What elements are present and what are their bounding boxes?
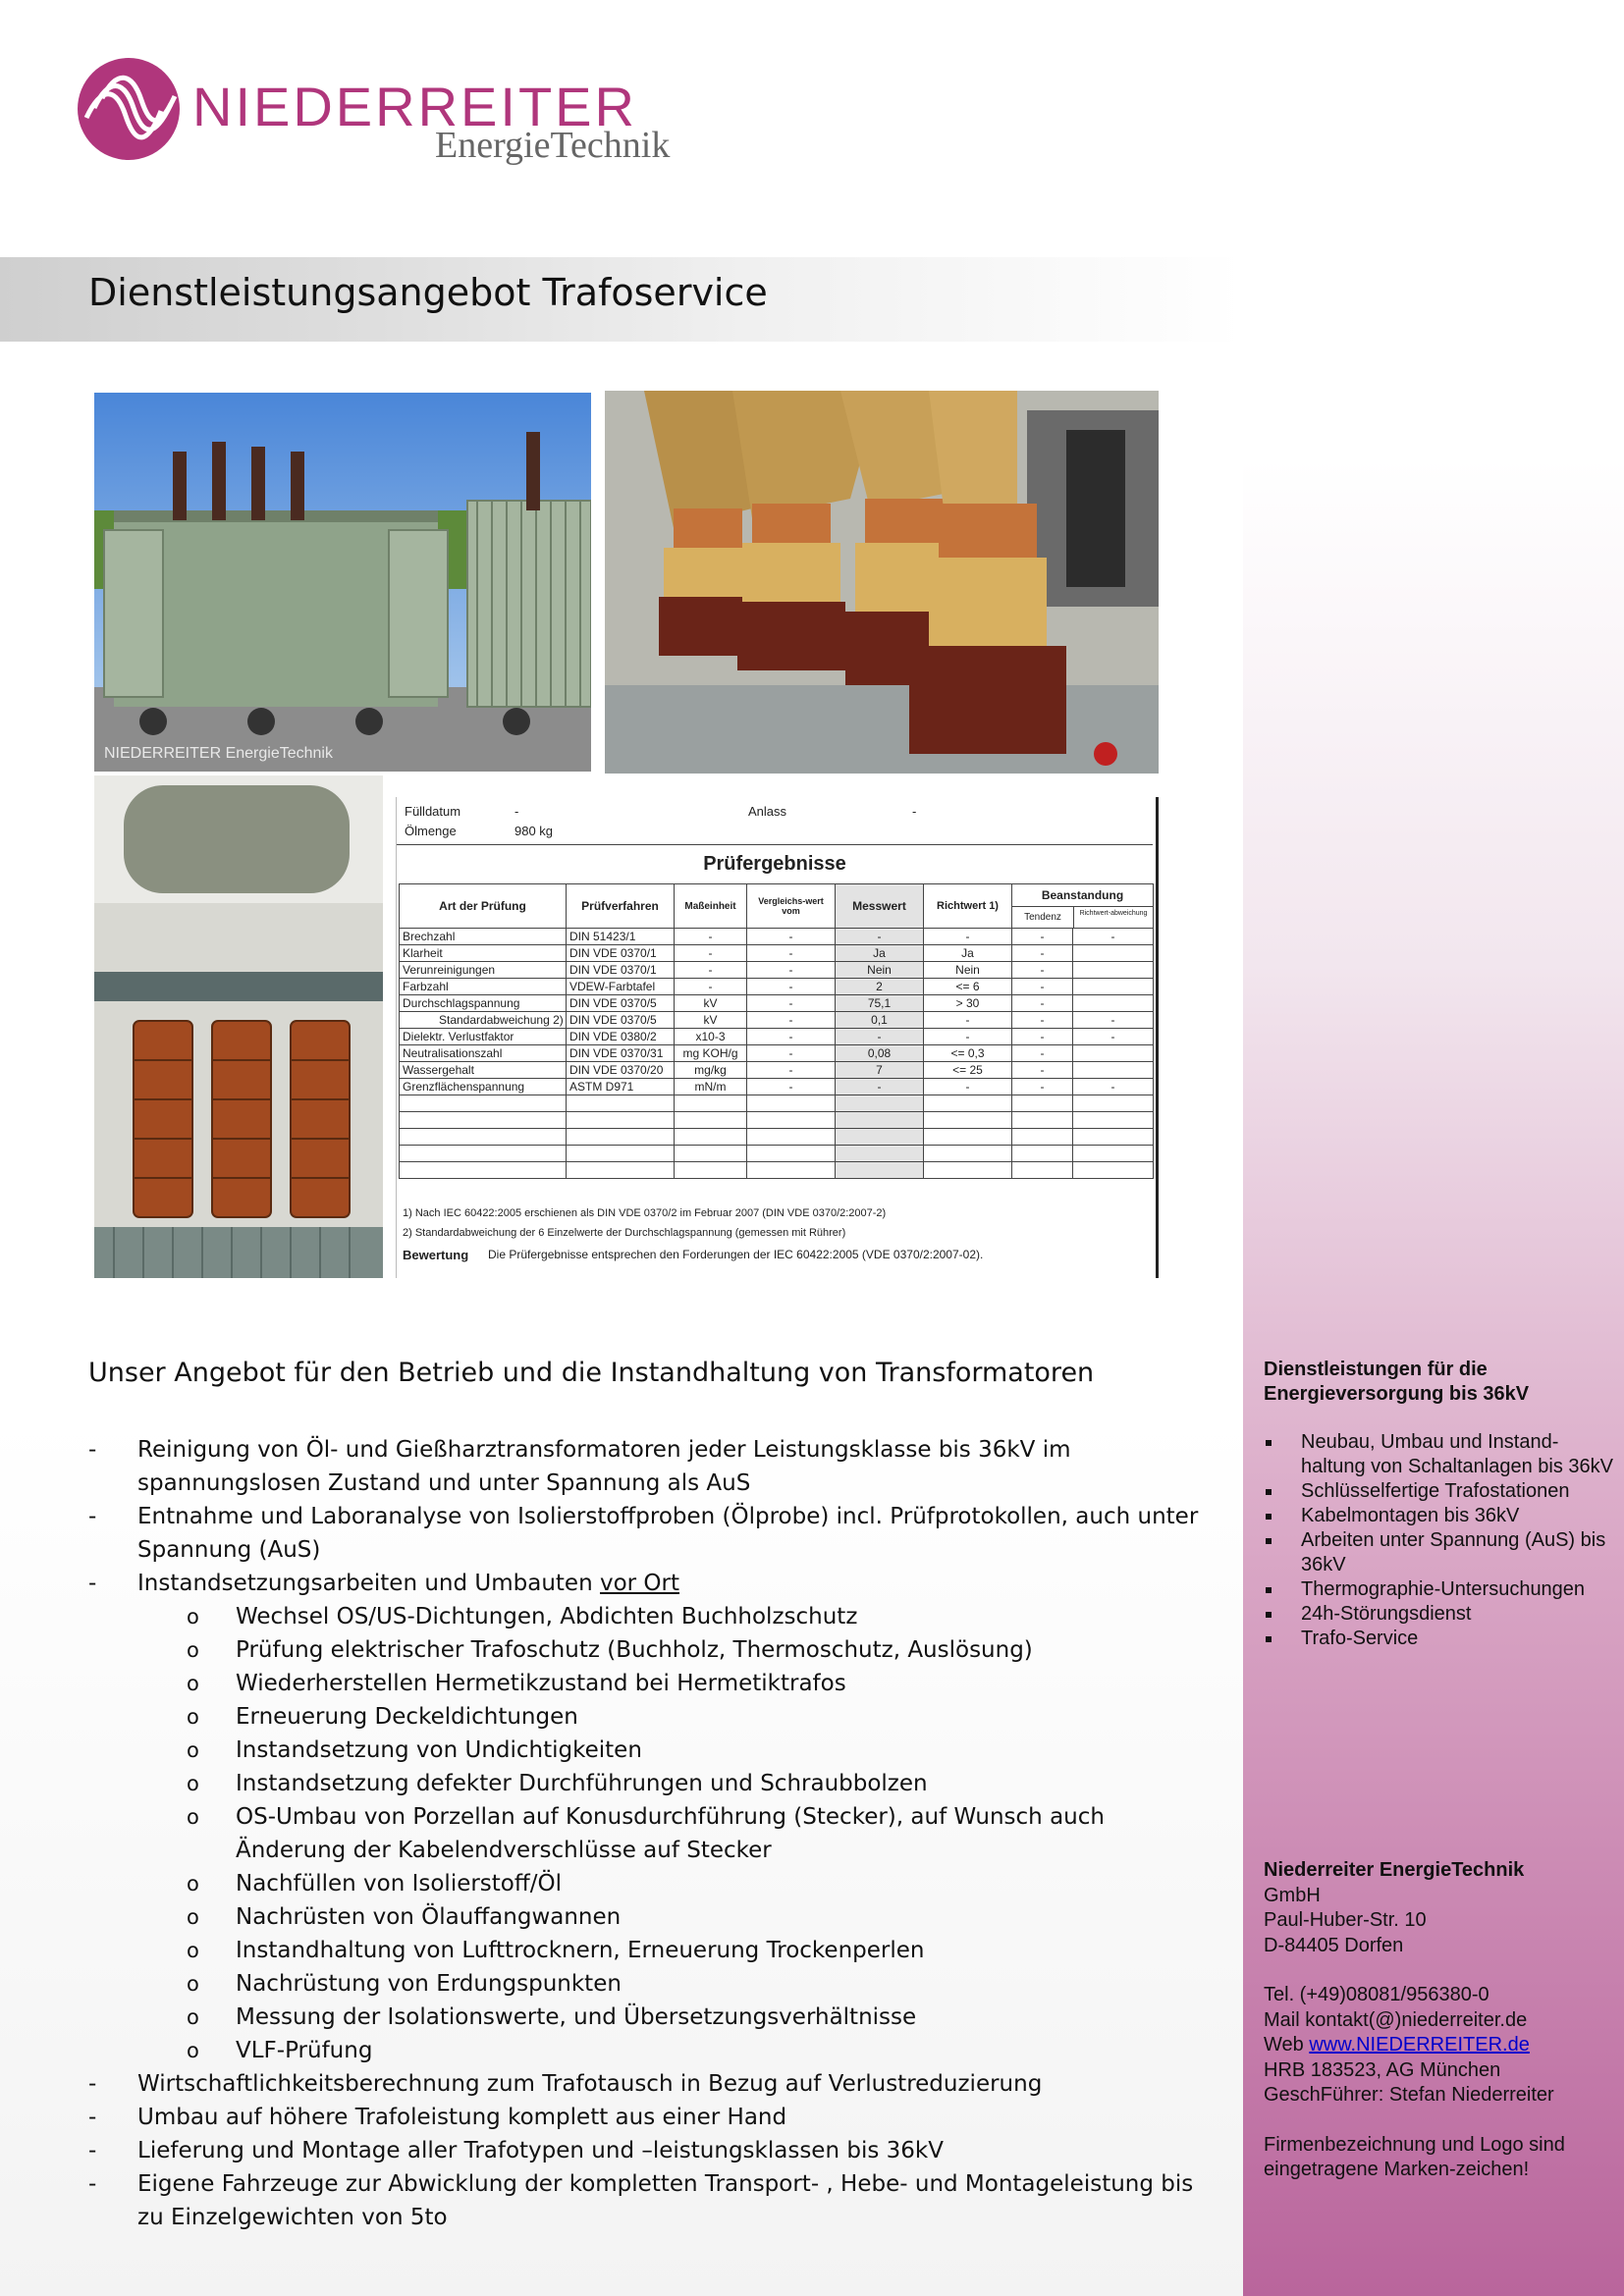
table-row — [400, 1079, 1154, 1095]
col-header: Messwert — [836, 884, 924, 929]
empty-cell — [1012, 1129, 1073, 1146]
table-cell: Nein — [836, 962, 924, 979]
list-item — [88, 2067, 1218, 2101]
circle-marker: o — [187, 1772, 199, 1795]
circle-marker: o — [187, 1872, 199, 1896]
empty-cell — [924, 1095, 1012, 1112]
table-cell: DIN 51423/1 — [567, 929, 675, 945]
photo-transformer-outdoor — [94, 393, 591, 772]
sub-list-item — [88, 1967, 1218, 2001]
phone: Tel. (+49)08081/956380-0 — [1264, 1984, 1489, 2005]
empty-cell — [836, 1095, 924, 1112]
empty-cell — [747, 1095, 836, 1112]
table-cell: - — [747, 929, 836, 945]
table-cell: kV — [675, 995, 747, 1012]
table-cell: Wassergehalt — [400, 1062, 567, 1079]
table-cell: Neutralisationszahl — [400, 1045, 567, 1062]
table-cell: - — [747, 995, 836, 1012]
empty-cell — [1012, 1095, 1073, 1112]
empty-cell — [924, 1129, 1012, 1146]
square-bullet-icon — [1266, 1538, 1272, 1544]
website-link[interactable]: www.NIEDERREITER.de — [1309, 2034, 1530, 2056]
photo-bushings — [605, 391, 1159, 774]
empty-row — [400, 1162, 1154, 1179]
empty-cell — [400, 1112, 567, 1129]
sidebar-item — [1264, 1430, 1617, 1479]
sidebar-heading: Dienstleistungen für die Energieversorgung bis 36kV — [1264, 1359, 1530, 1405]
footnote: 2) Standardabweichung der 6 Einzelwerte der Durchschlagspannung (gemessen mit Rührer) — [403, 1227, 846, 1239]
empty-cell — [1012, 1162, 1073, 1179]
table-cell: Durchschlagspannung — [400, 995, 567, 1012]
test-report — [396, 797, 1159, 1278]
list-item-text: Reinigung von Öl- und Gießharztransformatoren jeder Leistungsklasse bis 36kV im spannungslosen Zustand und unter Spannung als AuS — [137, 1437, 1071, 1496]
sidebar-item — [1264, 1627, 1617, 1651]
sidebar-item-label: 24h-Störungsdienst — [1301, 1603, 1472, 1625]
col-header: Art der Prüfung — [400, 884, 567, 929]
table-cell: DIN VDE 0370/5 — [567, 995, 675, 1012]
empty-cell — [747, 1146, 836, 1162]
empty-cell — [747, 1112, 836, 1129]
dash-marker: - — [88, 1504, 97, 1529]
list-item-text: Eigene Fahrzeuge zur Abwicklung der kompletten Transport- , Hebe- und Montageleistung bis zu Einzelgewichten von 5to — [137, 2171, 1194, 2230]
table-cell — [1073, 979, 1154, 995]
circle-marker: o — [187, 1905, 199, 1929]
table-cell: - — [747, 962, 836, 979]
company-logo — [77, 57, 705, 167]
empty-cell — [567, 1146, 675, 1162]
table-cell: Nein — [924, 962, 1012, 979]
sub-list-item — [88, 1934, 1218, 1967]
table-row — [400, 962, 1154, 979]
empty-cell — [675, 1146, 747, 1162]
empty-row — [400, 1146, 1154, 1162]
empty-cell — [675, 1129, 747, 1146]
company-name: Niederreiter EnergieTechnik — [1264, 1859, 1525, 1881]
table-cell: - — [836, 1079, 924, 1095]
table-cell: - — [1073, 1079, 1154, 1095]
empty-cell — [836, 1146, 924, 1162]
sub-list-item-text: Nachfüllen von Isolierstoff/Öl — [236, 1871, 562, 1896]
circle-marker: o — [187, 1672, 199, 1695]
contact-block — [1264, 1858, 1617, 2183]
table-cell: mN/m — [675, 1079, 747, 1095]
empty-cell — [1012, 1112, 1073, 1129]
table-cell: mg/kg — [675, 1062, 747, 1079]
empty-cell — [675, 1112, 747, 1129]
empty-cell — [924, 1162, 1012, 1179]
table-cell — [1073, 995, 1154, 1012]
table-row — [400, 929, 1154, 945]
empty-cell — [1073, 1095, 1154, 1112]
sub-list-item-text: Instandsetzung defekter Durchführungen und Schraubbolzen — [236, 1771, 928, 1796]
email: Mail kontakt(@)niederreiter.de — [1264, 2008, 1528, 2031]
list-item-text: Entnahme und Laboranalyse von Isolierstoffproben (Ölprobe) incl. Prüfprotokollen, auch unter Spannung (AuS) — [137, 1504, 1199, 1563]
table-cell: 7 — [836, 1062, 924, 1079]
empty-cell — [567, 1112, 675, 1129]
sidebar-item-label: Arbeiten unter Spannung (AuS) bis 36kV — [1301, 1529, 1606, 1575]
table-cell — [1073, 962, 1154, 979]
empty-cell — [836, 1162, 924, 1179]
square-bullet-icon — [1266, 1636, 1272, 1642]
table-row — [400, 979, 1154, 995]
col-header: Maßeinheit — [675, 884, 747, 929]
sidebar-item-label: Neubau, Umbau und Instand-haltung von Schaltanlagen bis 36kV — [1301, 1431, 1614, 1477]
oelmenge-label: Ölmenge — [405, 824, 457, 838]
table-cell: ASTM D971 — [567, 1079, 675, 1095]
table-cell: DIN VDE 0370/1 — [567, 945, 675, 962]
sub-header: Richtwert-abweichung — [1079, 910, 1148, 917]
empty-cell — [1012, 1146, 1073, 1162]
sidebar-item-label: Schlüsselfertige Trafostationen — [1301, 1480, 1570, 1502]
footnote: 1) Nach IEC 60422:2005 erschienen als DIN VDE 0370/2 im Februar 2007 (DIN VDE 0370/2:2007-2) — [403, 1207, 887, 1219]
circle-marker: o — [187, 1738, 199, 1762]
table-cell: mg KOH/g — [675, 1045, 747, 1062]
table-cell: - — [747, 1029, 836, 1045]
web-row — [1264, 2033, 1617, 2058]
empty-row — [400, 1095, 1154, 1112]
table-cell: - — [836, 929, 924, 945]
table-cell: - — [1012, 1012, 1073, 1029]
col-header: Richtwert 1) — [924, 884, 1012, 929]
empty-cell — [1073, 1112, 1154, 1129]
oelmenge-value: 980 kg — [514, 824, 554, 838]
sidebar-list — [1264, 1430, 1617, 1651]
table-cell: <= 6 — [924, 979, 1012, 995]
table-cell: Dielektr. Verlustfaktor — [400, 1029, 567, 1045]
trademark-note: Firmenbezeichnung und Logo sind eingetragene Marken-zeichen! — [1264, 2133, 1565, 2180]
sidebar-item — [1264, 1577, 1617, 1602]
table-cell: - — [747, 1079, 836, 1095]
photo-active-part — [94, 775, 383, 1278]
dash-marker: - — [88, 1571, 97, 1596]
table-cell: - — [924, 1029, 1012, 1045]
table-row — [400, 1062, 1154, 1079]
underlined-text: vor Ort — [599, 1571, 680, 1596]
divider — [397, 844, 1153, 845]
list-item — [88, 2134, 1218, 2167]
table-cell: - — [1012, 1062, 1073, 1079]
sub-list-item-text: Nachrüsten von Ölauffangwannen — [236, 1904, 622, 1930]
empty-cell — [400, 1162, 567, 1179]
table-cell: DIN VDE 0380/2 — [567, 1029, 675, 1045]
empty-cell — [836, 1112, 924, 1129]
table-cell: Farbzahl — [400, 979, 567, 995]
table-cell: - — [675, 945, 747, 962]
circle-marker: o — [187, 1638, 199, 1662]
sub-list-item-text: Messung der Isolationswerte, und Übersetzungsverhältnisse — [236, 2004, 917, 2030]
table-cell: 2 — [836, 979, 924, 995]
table-cell: 0,1 — [836, 1012, 924, 1029]
empty-cell — [400, 1095, 567, 1112]
empty-cell — [400, 1146, 567, 1162]
dash-marker: - — [88, 2138, 97, 2163]
table-cell: Brechzahl — [400, 929, 567, 945]
list-item-text: Lieferung und Montage aller Trafotypen und –leistungsklassen bis 36kV — [137, 2138, 944, 2163]
company-suffix: GmbH — [1264, 1884, 1321, 1906]
table-cell: - — [675, 979, 747, 995]
list-item-text: Wirtschaftlichkeitsberechnung zum Trafotausch in Bezug auf Verlustreduzierung — [137, 2071, 1043, 2097]
table-cell: - — [1012, 995, 1073, 1012]
sub-list-item-text: Erneuerung Deckeldichtungen — [236, 1704, 578, 1730]
table-row — [400, 945, 1154, 962]
sidebar-item — [1264, 1602, 1617, 1627]
logo-subtitle: EnergieTechnik — [435, 125, 671, 166]
circle-marker: o — [187, 1805, 199, 1829]
sub-list-item — [88, 1900, 1218, 1934]
sidebar-item — [1264, 1504, 1617, 1528]
logo-wordmark: NIEDERREITER — [192, 76, 637, 137]
circle-marker: o — [187, 1972, 199, 1996]
table-cell: Klarheit — [400, 945, 567, 962]
street: Paul-Huber-Str. 10 — [1264, 1909, 1427, 1931]
square-bullet-icon — [1266, 1587, 1272, 1593]
sub-list-item-text: Nachrüstung von Erdungspunkten — [236, 1971, 622, 1997]
sidebar-item-label: Trafo-Service — [1301, 1628, 1419, 1649]
table-cell: Ja — [836, 945, 924, 962]
sub-list-item — [88, 1867, 1218, 1900]
circle-marker: o — [187, 2005, 199, 2029]
dash-marker: - — [88, 2105, 97, 2130]
empty-cell — [747, 1129, 836, 1146]
table-cell: Verunreinigungen — [400, 962, 567, 979]
table-cell: Ja — [924, 945, 1012, 962]
table-row — [400, 1029, 1154, 1045]
empty-cell — [924, 1146, 1012, 1162]
sidebar-item-label: Thermographie-Untersuchungen — [1301, 1578, 1586, 1600]
table-cell: - — [1012, 1045, 1073, 1062]
sub-list-item — [88, 1700, 1218, 1734]
table-cell: DIN VDE 0370/20 — [567, 1062, 675, 1079]
table-cell: - — [1012, 962, 1073, 979]
table-cell: - — [1012, 945, 1073, 962]
fuelldatum-label: Fülldatum — [405, 804, 461, 819]
web-label: Web — [1264, 2034, 1310, 2056]
circle-marker: o — [187, 1939, 199, 1962]
sub-list-item — [88, 2034, 1218, 2067]
sub-list-item-text: Prüfung elektrischer Trafoschutz (Buchholz, Thermoschutz, Auslösung) — [236, 1637, 1033, 1663]
sidebar-item-label: Kabelmontagen bis 36kV — [1301, 1505, 1520, 1526]
table-cell: - — [924, 1012, 1012, 1029]
empty-cell — [675, 1162, 747, 1179]
table-cell: 75,1 — [836, 995, 924, 1012]
table-cell — [1073, 1062, 1154, 1079]
empty-row — [400, 1112, 1154, 1129]
empty-cell — [1073, 1146, 1154, 1162]
sidebar-item — [1264, 1479, 1617, 1504]
list-item-text: Instandsetzungsarbeiten und Umbauten — [137, 1571, 600, 1596]
table-cell: Standardabweichung 2) — [400, 1012, 567, 1029]
list-item — [88, 1567, 1218, 1600]
table-cell — [1073, 1045, 1154, 1062]
sub-list-item — [88, 1667, 1218, 1700]
empty-cell — [836, 1129, 924, 1146]
table-cell: - — [924, 1079, 1012, 1095]
sub-list-item-text: VLF-Prüfung — [236, 2038, 373, 2063]
sub-list — [88, 1600, 1218, 2067]
sub-list-item-text: Instandsetzung von Undichtigkeiten — [236, 1737, 642, 1763]
sub-list-item — [88, 1633, 1218, 1667]
empty-row — [400, 1129, 1154, 1146]
col-header: Prüfverfahren — [567, 884, 675, 929]
table-cell — [1073, 945, 1154, 962]
empty-cell — [567, 1162, 675, 1179]
square-bullet-icon — [1266, 1489, 1272, 1495]
managing-director: GeschFührer: Stefan Niederreiter — [1264, 2084, 1554, 2106]
sub-list-item — [88, 2001, 1218, 2034]
empty-cell — [567, 1095, 675, 1112]
empty-cell — [400, 1129, 567, 1146]
table-cell: > 30 — [924, 995, 1012, 1012]
fuelldatum-value: - — [514, 804, 519, 819]
table-cell: - — [675, 929, 747, 945]
sub-list-item — [88, 1800, 1218, 1867]
bewertung-label: Bewertung — [403, 1248, 469, 1262]
table-cell: Grenzflächenspannung — [400, 1079, 567, 1095]
table-cell: 0,08 — [836, 1045, 924, 1062]
table-cell: - — [1012, 979, 1073, 995]
table-cell: - — [836, 1029, 924, 1045]
sub-list-item-text: Instandhaltung von Lufttrocknern, Erneuerung Trockenperlen — [236, 1938, 925, 1963]
photo-watermark: NIEDERREITER EnergieTechnik — [104, 745, 333, 762]
square-bullet-icon — [1266, 1612, 1272, 1618]
table-cell: - — [675, 962, 747, 979]
sub-list-item — [88, 1734, 1218, 1767]
beanstandung-header — [1012, 884, 1154, 929]
table-cell: DIN VDE 0370/5 — [567, 1012, 675, 1029]
dash-marker: - — [88, 2071, 97, 2097]
empty-cell — [567, 1129, 675, 1146]
table-row — [400, 1012, 1154, 1029]
empty-cell — [1073, 1129, 1154, 1146]
sub-list-item-text: Wiederherstellen Hermetikzustand bei Hermetiktrafos — [236, 1671, 846, 1696]
bewertung-text: Die Prüfergebnisse entsprechen den Forderungen der IEC 60422:2005 (VDE 0370/2:2007-02). — [488, 1248, 984, 1261]
list-item — [88, 1433, 1218, 1500]
list-item — [88, 1500, 1218, 1567]
table-cell: DIN VDE 0370/31 — [567, 1045, 675, 1062]
sub-list-item-text: Wechsel OS/US-Dichtungen, Abdichten Buchholzschutz — [236, 1604, 858, 1629]
table-cell: - — [747, 1062, 836, 1079]
report-title: Prüfergebnisse — [703, 853, 846, 875]
square-bullet-icon — [1266, 1514, 1272, 1520]
table-cell: - — [747, 1012, 836, 1029]
table-cell: DIN VDE 0370/1 — [567, 962, 675, 979]
table-cell: - — [1012, 929, 1073, 945]
register: HRB 183523, AG München — [1264, 2058, 1501, 2081]
sidebar-item — [1264, 1528, 1617, 1577]
empty-cell — [924, 1112, 1012, 1129]
col-header: Vergleichs-wert vom — [747, 884, 836, 929]
sub-list-item-text: OS-Umbau von Porzellan auf Konusdurchführung (Stecker), auf Wunsch auch Änderung der Kabelendverschlüsse auf Stecker — [236, 1804, 1105, 1863]
service-list — [88, 1433, 1218, 2234]
table-cell: - — [1073, 929, 1154, 945]
table-cell: kV — [675, 1012, 747, 1029]
logo-emblem-icon — [77, 57, 181, 161]
table-row — [400, 1045, 1154, 1062]
table-cell: <= 0,3 — [924, 1045, 1012, 1062]
col-header: Beanstandung — [1012, 884, 1153, 907]
section-heading: Unser Angebot für den Betrieb und die Instandhaltung von Transformatoren — [88, 1358, 1095, 1388]
table-row — [400, 995, 1154, 1012]
table-cell: - — [924, 929, 1012, 945]
city: D-84405 Dorfen — [1264, 1934, 1404, 1956]
dash-marker: - — [88, 1437, 97, 1463]
results-grid — [399, 883, 1153, 1179]
table-cell: - — [1073, 1012, 1154, 1029]
list-item — [88, 2101, 1218, 2134]
anlass-label: Anlass — [748, 804, 787, 819]
empty-cell — [747, 1162, 836, 1179]
sub-list-item — [88, 1767, 1218, 1800]
table-cell: - — [747, 979, 836, 995]
anlass-value: - — [912, 804, 917, 819]
sub-header: Tendenz — [1012, 907, 1074, 928]
circle-marker: o — [187, 2039, 199, 2062]
table-cell: - — [1012, 1079, 1073, 1095]
table-cell: VDEW-Farbtafel — [567, 979, 675, 995]
empty-cell — [675, 1095, 747, 1112]
table-cell: - — [1073, 1029, 1154, 1045]
table-cell: <= 25 — [924, 1062, 1012, 1079]
page-title: Dienstleistungsangebot Trafoservice — [88, 271, 768, 314]
table-cell: - — [1012, 1029, 1073, 1045]
dash-marker: - — [88, 2171, 97, 2197]
circle-marker: o — [187, 1605, 199, 1629]
list-item — [88, 2167, 1218, 2234]
table-cell: x10-3 — [675, 1029, 747, 1045]
list-item-text: Umbau auf höhere Trafoleistung komplett aus einer Hand — [137, 2105, 787, 2130]
square-bullet-icon — [1266, 1440, 1272, 1446]
circle-marker: o — [187, 1705, 199, 1729]
table-cell: - — [747, 945, 836, 962]
empty-cell — [1073, 1162, 1154, 1179]
table-cell: - — [747, 1045, 836, 1062]
sub-list-item — [88, 1600, 1218, 1633]
